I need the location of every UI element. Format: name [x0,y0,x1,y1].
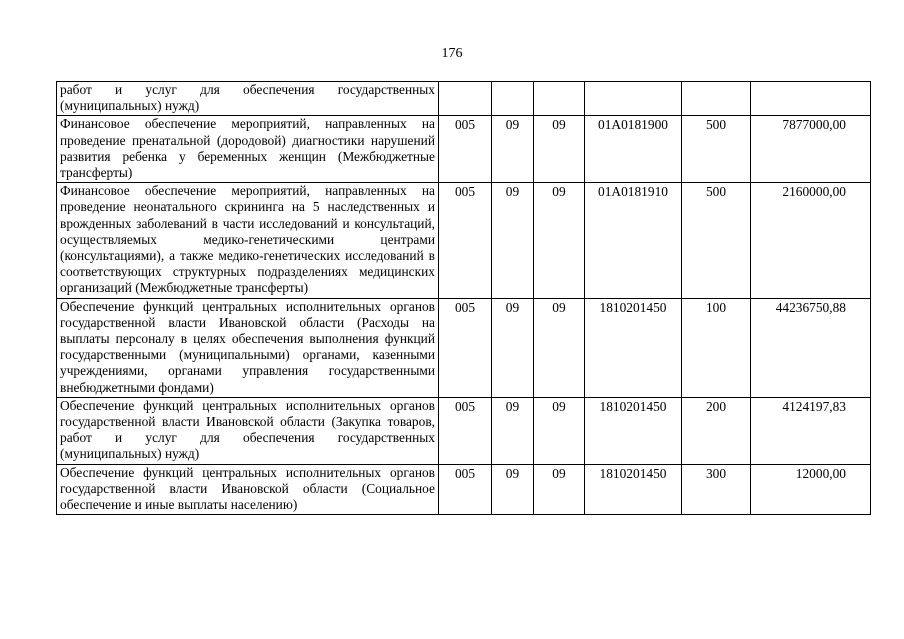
target-article-cell: 1810201450 [585,464,682,515]
section-cell: 09 [492,397,534,464]
row-description: работ и услуг для обеспечения государственных (муниципальных) нужд) [57,82,439,116]
section-cell: 09 [492,183,534,298]
row-description: Финансовое обеспечение мероприятий, направленных на проведение пренатальной (дородовой) диагностики нарушений развития ребенка у беременных женщин (Межбюджетные трансферты) [57,116,439,183]
ministry-code-cell: 005 [439,464,492,515]
row-description: Финансовое обеспечение мероприятий, направленных на проведение неонатального скрининга на 5 наследственных и врожденных заболеваний в части исследований и консультаций, осуществляемых медико-генетическими центрами (консультациями), а также медико-генетических исследований в соответствующих структурных подразделениях медицинских организаций (Межбюджетные трансферты) [57,183,439,298]
expense-kind-cell: 500 [682,116,751,183]
target-article-cell [585,82,682,116]
table-row [57,183,871,298]
amount-cell [751,82,871,116]
target-article-cell: 1810201450 [585,298,682,397]
amount-cell: 2160000,00 [751,183,871,298]
ministry-code-cell: 005 [439,397,492,464]
target-article-cell: 01А0181900 [585,116,682,183]
page-number: 176 [441,46,463,61]
expense-kind-cell: 200 [682,397,751,464]
subsection-cell: 09 [534,183,585,298]
table-row [57,82,871,116]
target-article-cell: 01А0181910 [585,183,682,298]
table-row [57,116,871,183]
amount-cell: 12000,00 [751,464,871,515]
ministry-code-cell: 005 [439,183,492,298]
section-cell: 09 [492,298,534,397]
ministry-code-cell: 005 [439,298,492,397]
subsection-cell [534,82,585,116]
budget-table [56,81,871,515]
row-description: Обеспечение функций центральных исполнительных органов государственной власти Ивановской области (Закупка товаров, работ и услуг для обеспечения государственных (муниципальных) нужд) [57,397,439,464]
ministry-code-cell [439,82,492,116]
amount-cell: 7877000,00 [751,116,871,183]
target-article-cell: 1810201450 [585,397,682,464]
ministry-code-cell: 005 [439,116,492,183]
subsection-cell: 09 [534,397,585,464]
section-cell [492,82,534,116]
table-row [57,397,871,464]
table-row [57,464,871,515]
row-description: Обеспечение функций центральных исполнительных органов государственной власти Ивановской области (Социальное обеспечение и иные выплаты населению) [57,464,439,515]
subsection-cell: 09 [534,298,585,397]
expense-kind-cell: 100 [682,298,751,397]
section-cell: 09 [492,116,534,183]
table-row [57,298,871,397]
subsection-cell: 09 [534,116,585,183]
amount-cell: 44236750,88 [751,298,871,397]
row-description: Обеспечение функций центральных исполнительных органов государственной власти Ивановской области (Расходы на выплаты персоналу в целях обеспечения выполнения функций государственными (муниципальными) органами, казенными учреждениями, органами управления государственными внебюджетными фондами) [57,298,439,397]
expense-kind-cell: 500 [682,183,751,298]
subsection-cell: 09 [534,464,585,515]
amount-cell: 4124197,83 [751,397,871,464]
expense-kind-cell [682,82,751,116]
expense-kind-cell: 300 [682,464,751,515]
section-cell: 09 [492,464,534,515]
